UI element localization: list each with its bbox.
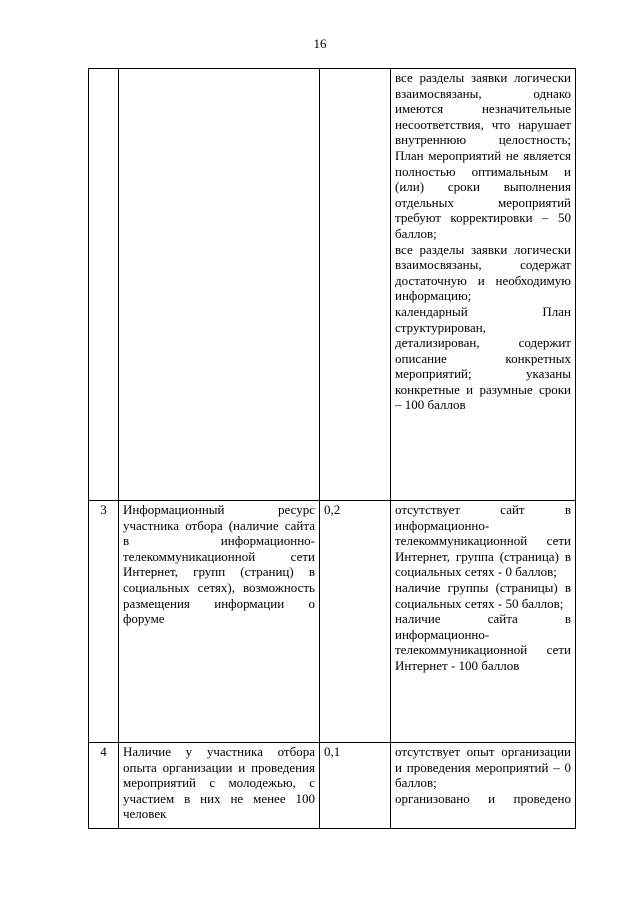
scoring-item: наличие сайта в информационно-телекоммуникационной сети Интернет - 100 баллов bbox=[395, 611, 571, 673]
scoring-item: календарный План структурирован, детализирован, содержит описание конкретных мероприятий; указаны конкретные и разумные сроки – 100 баллов bbox=[395, 303, 571, 413]
scoring-cell bbox=[391, 69, 576, 501]
weight-cell bbox=[320, 69, 391, 501]
scoring-item: все разделы заявки логически взаимосвязаны, однако имеются незначительные несоответствия, что нарушает внутреннюю целостность; План мероприятий не является полностью оптимальным и (или) сроки выполнения отдельных мероприятий требуют корректировки – 50 баллов; bbox=[395, 70, 571, 241]
page-continuation-cut bbox=[0, 833, 640, 905]
table-row bbox=[89, 743, 576, 829]
criterion-text: Информационный ресурс участника отбора (наличие сайта в информационно-телекоммуникационной сети Интернет, групп (страниц) в социальных сетях), возможность размещения информации о форуме bbox=[123, 502, 315, 627]
criterion-cell bbox=[119, 69, 320, 501]
table-row bbox=[89, 501, 576, 743]
weight-cell: 0,2 bbox=[320, 501, 391, 743]
scoring-item: все разделы заявки логически взаимосвязаны, содержат достаточную и необходимую информацию; bbox=[395, 241, 571, 304]
scoring-item: отсутствует сайт в информационно-телекоммуникационной сети Интернет, группа (страница) в социальных сетях - 0 баллов; bbox=[395, 502, 571, 580]
weight-cell: 0,1 bbox=[320, 743, 391, 829]
row-number-cell: 4 bbox=[89, 743, 119, 829]
criterion-text: Наличие у участника отбора опыта организации и проведения мероприятий с молодежью, с участием в них не менее 100 человек bbox=[123, 744, 315, 822]
criterion-cell bbox=[119, 501, 320, 743]
scoring-cell bbox=[391, 743, 576, 829]
scoring-cell bbox=[391, 501, 576, 743]
page-number: 16 bbox=[313, 36, 327, 51]
scoring-item: наличие группы (страницы) в социальных сетях - 50 баллов; bbox=[395, 579, 571, 611]
scoring-item: отсутствует опыт организации и проведения мероприятий – 0 баллов; bbox=[395, 744, 571, 791]
scoring-item: организовано и проведено bbox=[395, 790, 571, 806]
table-row bbox=[89, 69, 576, 501]
row-number-cell bbox=[89, 69, 119, 501]
criteria-table bbox=[88, 68, 576, 829]
row-number-cell: 3 bbox=[89, 501, 119, 743]
criterion-cell bbox=[119, 743, 320, 829]
